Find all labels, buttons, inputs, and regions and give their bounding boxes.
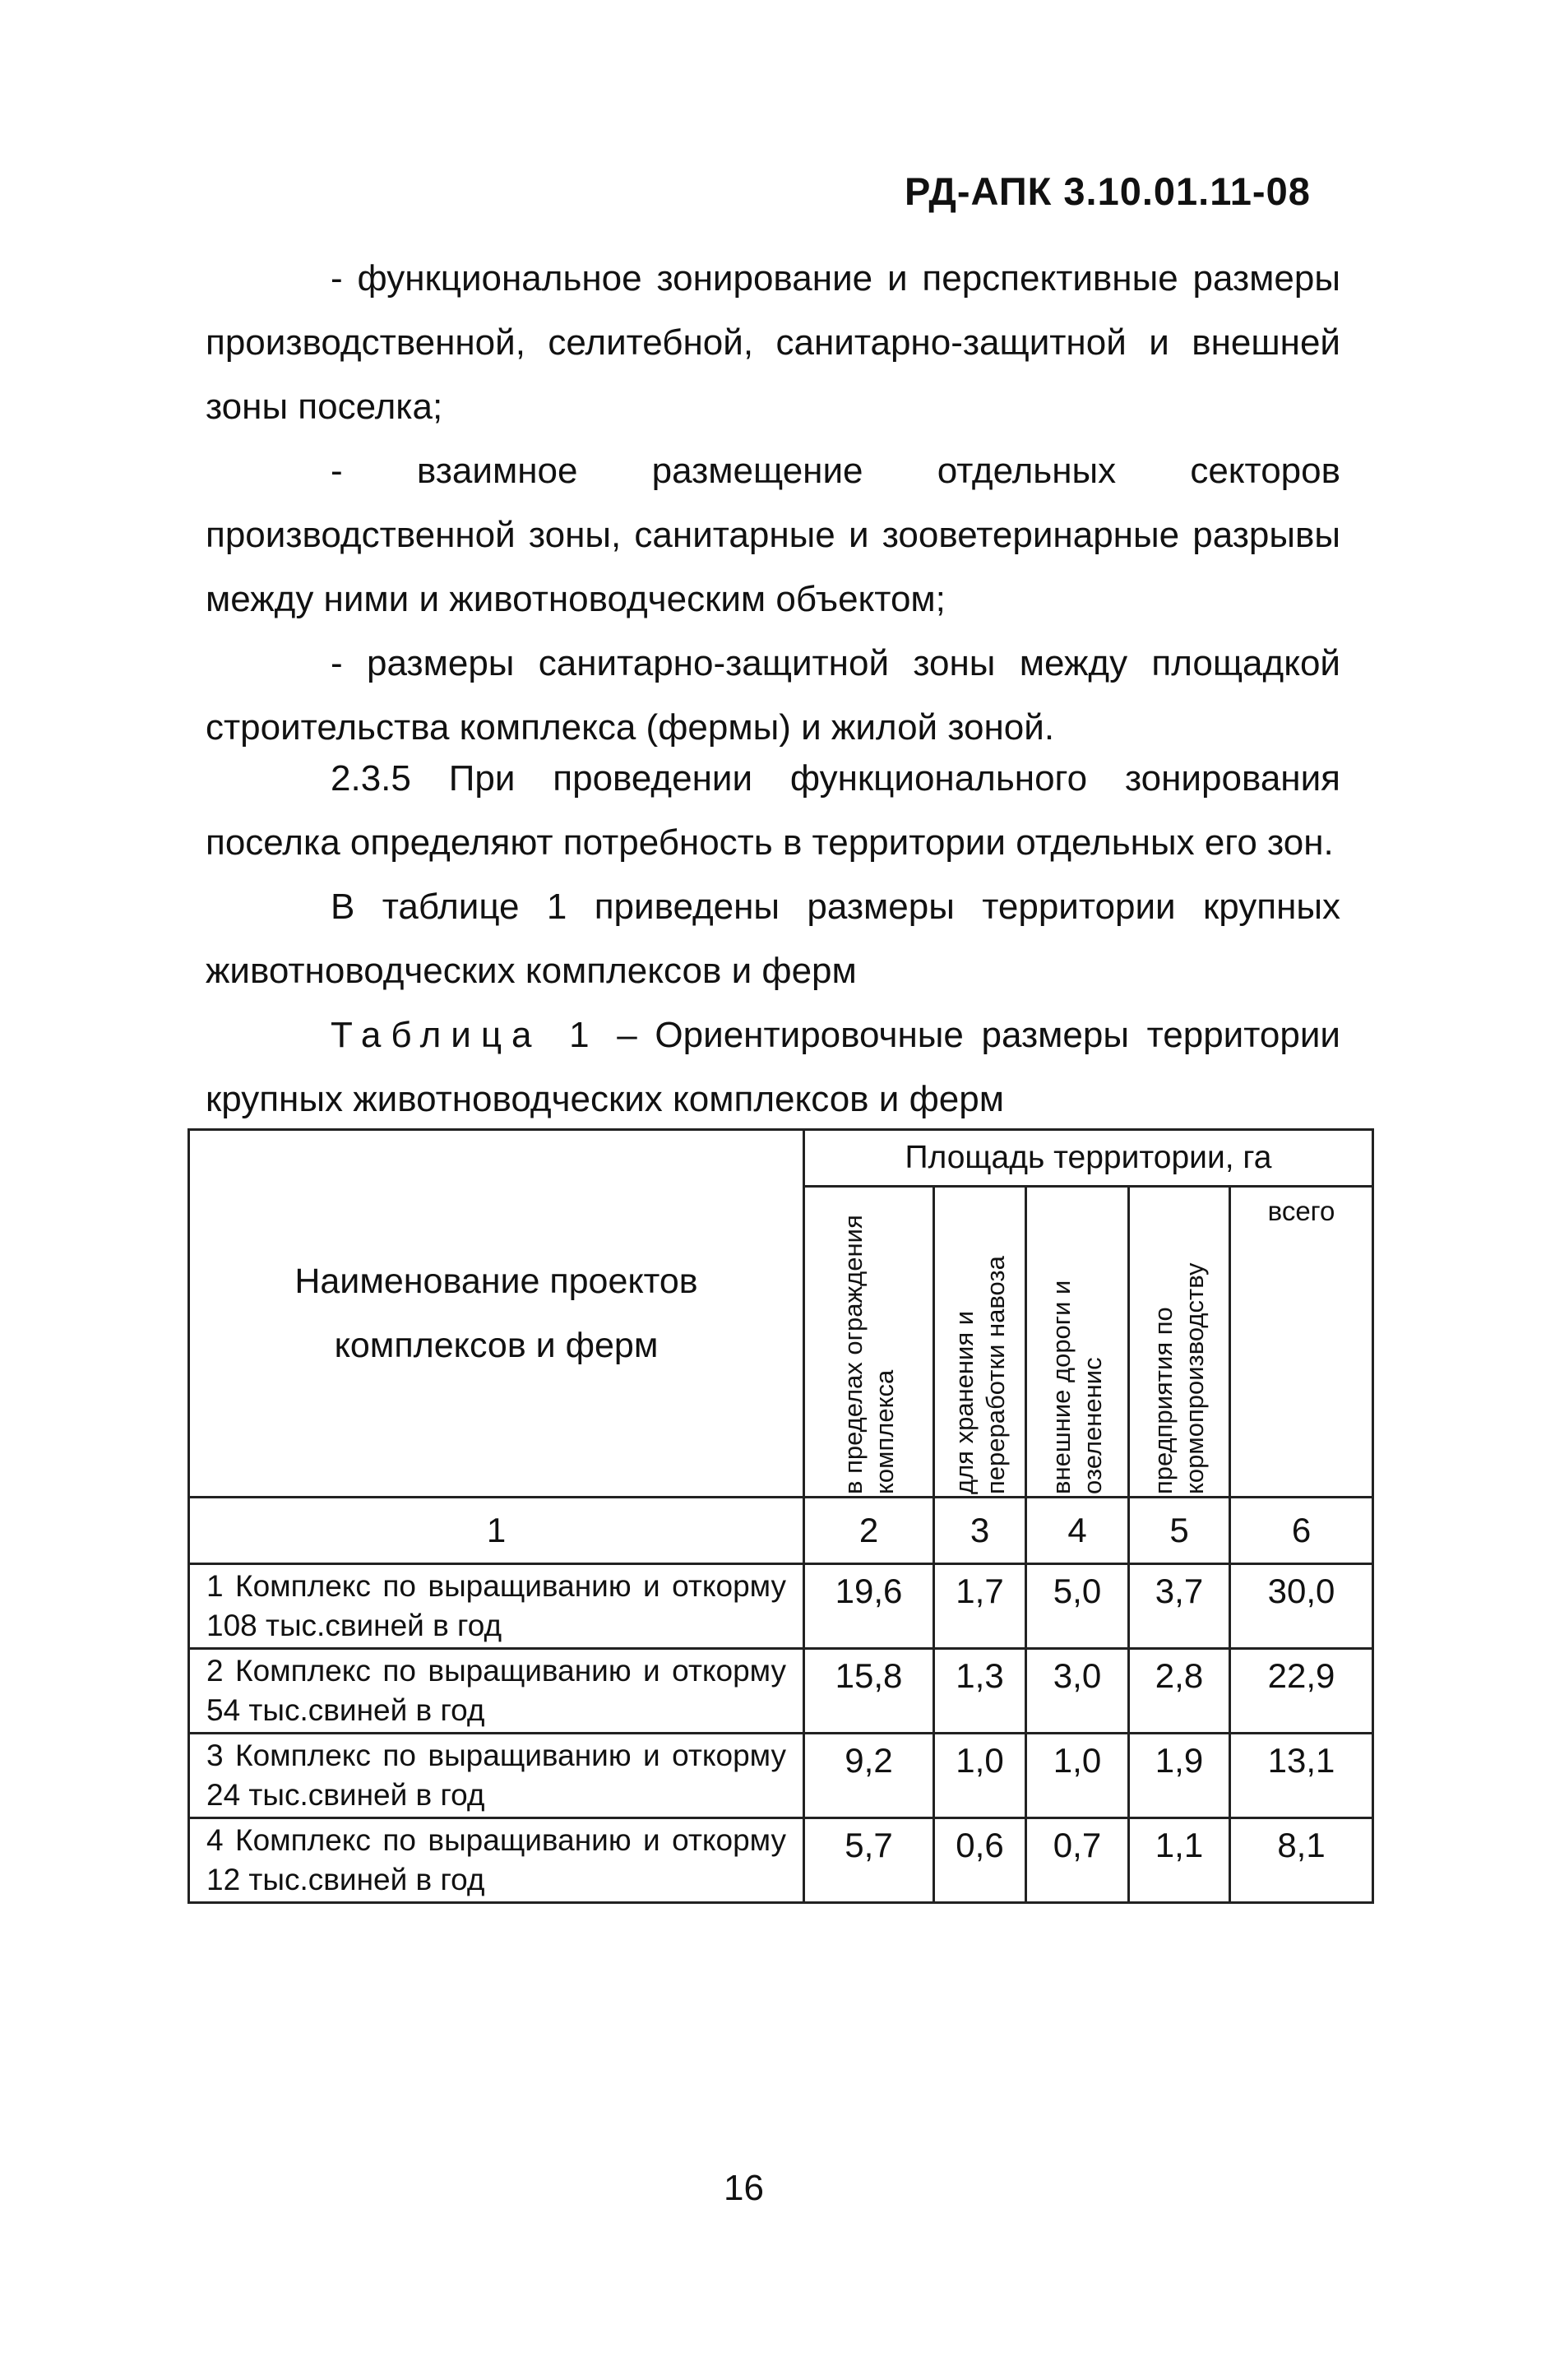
- page-number: 16: [724, 2168, 764, 2208]
- table-caption-label: Таблица 1: [331, 1015, 599, 1055]
- cell-value: 1,3: [934, 1649, 1026, 1734]
- paragraph-zoning: - функциональное зонирование и перспективные размеры производственной, селитебной, санитарно-защитной и внешней зоны поселка;: [206, 258, 1340, 427]
- cell-value: 5,7: [804, 1818, 934, 1903]
- table-row: [189, 1818, 1373, 1903]
- cell-value: 5,0: [1026, 1564, 1129, 1649]
- cell-value: 15,8: [804, 1649, 934, 1734]
- header-manure: для хранения и переработки навоза: [934, 1187, 1026, 1498]
- cell-value: 1,9: [1129, 1734, 1230, 1818]
- cell-value: 1,0: [1026, 1734, 1129, 1818]
- paragraph-sectors: - взаимное размещение отдельных секторов производственной зоны, санитарные и зооветеринарные разрывы между ними и животноводческим объектом;: [206, 451, 1340, 619]
- header-roads: внешние дороги и озелененис: [1026, 1187, 1129, 1498]
- table-row: [189, 1734, 1373, 1818]
- cell-value: 9,2: [804, 1734, 934, 1818]
- paragraph-table-reference: В таблице 1 приведены размеры территории крупных животноводческих комплексов и ферм: [206, 887, 1340, 991]
- column-number: 1: [189, 1498, 804, 1564]
- paragraph-sanitary-zone: - размеры санитарно-защитной зоны между площадкой строительства комплекса (фермы) и жилой зоной.: [206, 643, 1340, 748]
- column-number: 6: [1230, 1498, 1373, 1564]
- table-caption: [206, 1003, 1340, 1132]
- cell-value: 0,7: [1026, 1818, 1129, 1903]
- column-numbers-row: [189, 1498, 1373, 1564]
- cell-value: 30,0: [1230, 1564, 1373, 1649]
- cell-value: 22,9: [1230, 1649, 1373, 1734]
- column-number: 4: [1026, 1498, 1129, 1564]
- header-project-name: Наименование проектов комплексов и ферм: [189, 1130, 804, 1498]
- header-area: Площадь территории, га: [804, 1130, 1373, 1187]
- table-row: [189, 1649, 1373, 1734]
- row-name: 3 Комплекс по выращиванию и откорму 24 тыс.свиней в год: [189, 1734, 804, 1818]
- cell-value: 1,0: [934, 1734, 1026, 1818]
- cell-value: 0,6: [934, 1818, 1026, 1903]
- row-name: 2 Комплекс по выращиванию и откорму 54 тыс.свиней в год: [189, 1649, 804, 1734]
- document-code: РД-АПК 3.10.01.11-08: [905, 169, 1311, 213]
- cell-value: 1,1: [1129, 1818, 1230, 1903]
- cell-value: 2,8: [1129, 1649, 1230, 1734]
- cell-value: 3,7: [1129, 1564, 1230, 1649]
- header-feed-production: предприятия по кормопроизводству: [1129, 1187, 1230, 1498]
- row-name: 1 Комплекс по выращиванию и откорму 108 тыс.свиней в год: [189, 1564, 804, 1649]
- cell-value: 13,1: [1230, 1734, 1373, 1818]
- cell-value: 8,1: [1230, 1818, 1373, 1903]
- column-number: 2: [804, 1498, 934, 1564]
- header-within-fence: в пределах ограждения комплекса: [804, 1187, 934, 1498]
- territory-table: [187, 1128, 1374, 1904]
- column-number: 5: [1129, 1498, 1230, 1564]
- table-caption-text: – Ориентировочные размеры территории крупных животноводческих комплексов и ферм: [206, 1015, 1340, 1119]
- row-name: 4 Комплекс по выращиванию и откорму 12 тыс.свиней в год: [189, 1818, 804, 1903]
- column-number: 3: [934, 1498, 1026, 1564]
- table-row: [189, 1564, 1373, 1649]
- cell-value: 3,0: [1026, 1649, 1129, 1734]
- cell-value: 1,7: [934, 1564, 1026, 1649]
- header-total: всего: [1230, 1187, 1373, 1498]
- paragraph-2-3-5: 2.3.5 При проведении функционального зонирования поселка определяют потребность в территории отдельных его зон.: [206, 758, 1340, 863]
- cell-value: 19,6: [804, 1564, 934, 1649]
